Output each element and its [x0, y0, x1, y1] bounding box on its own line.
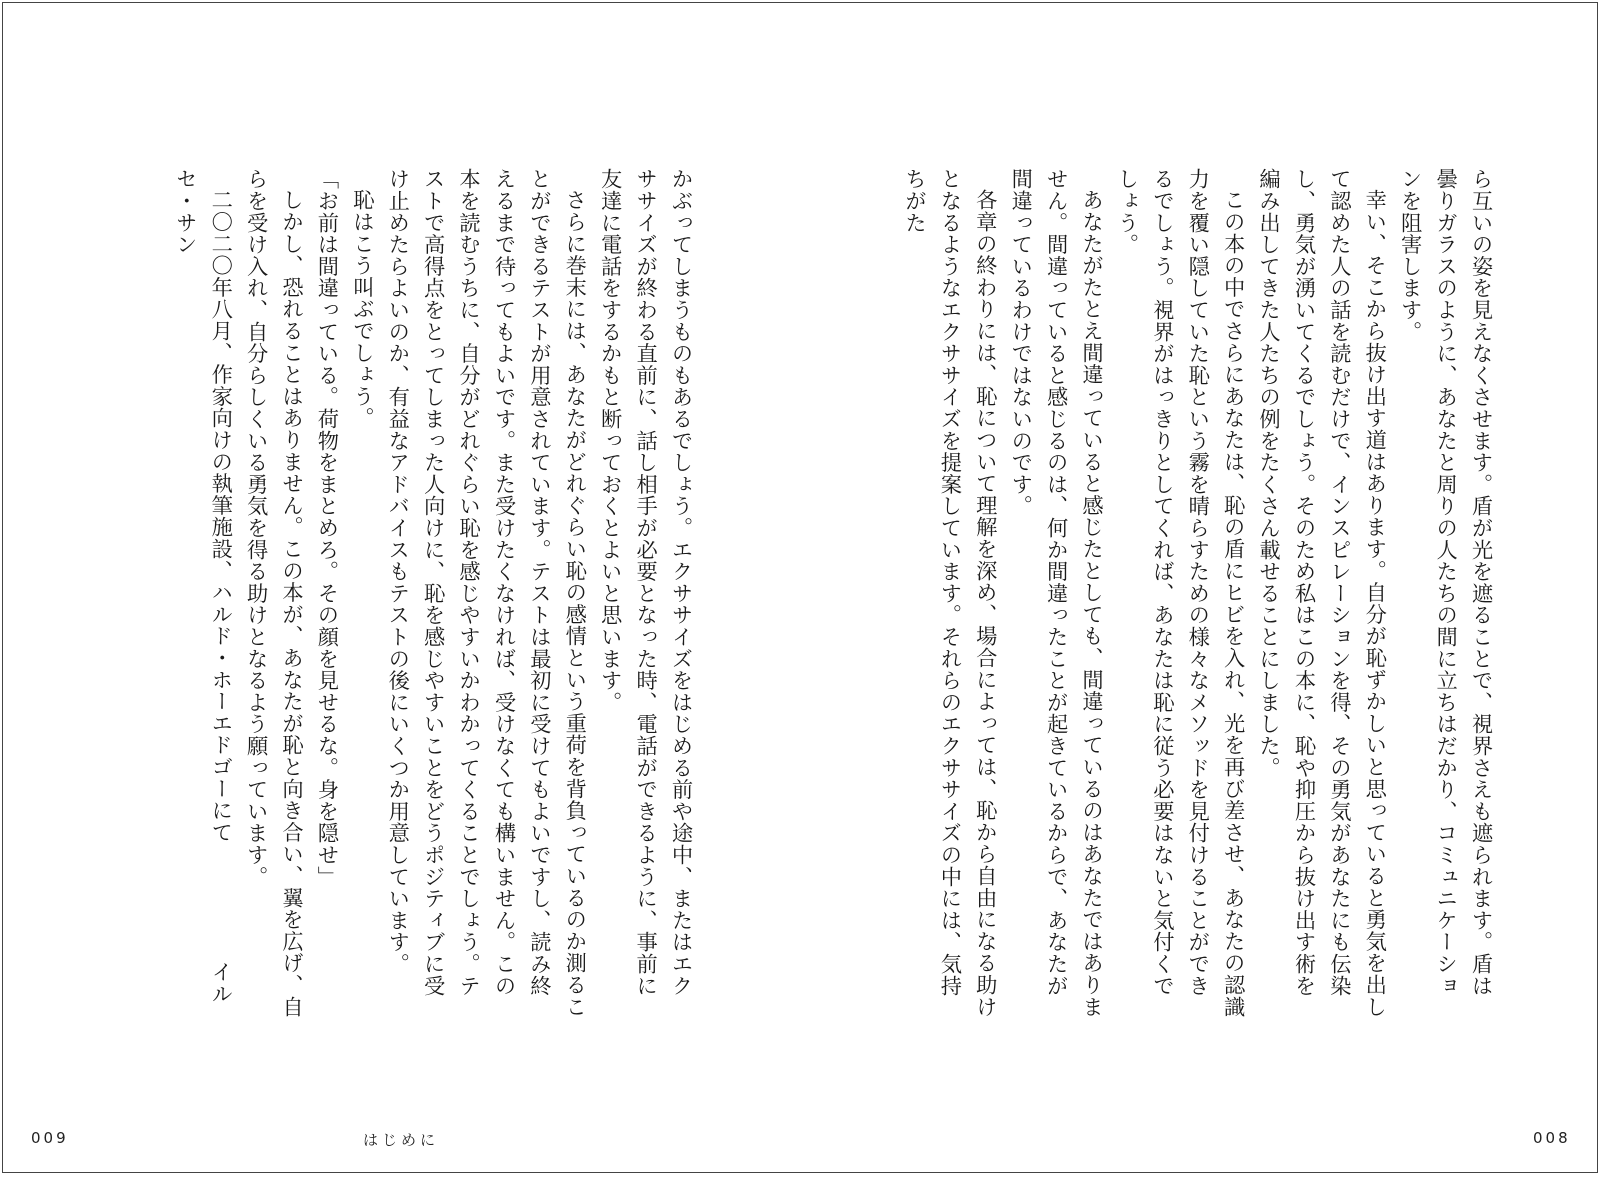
paragraph: かぶってしまうものもあるでしょう。エクササイズをはじめる前や途中、またはエクササイズが終わる直前に、話し相手が必要となった時、電話ができるように、事前に友達に電話をするかもと断っておくとよいと思います。	[597, 168, 693, 997]
date-line: 二〇二〇年八月、作家向けの執筆施設、ハルド・ホーエドゴーにて	[207, 189, 233, 844]
paragraph: あなたがたとえ間違っていると感じたとしても、間違っているのはあなたではありません。間違っていると感じるのは、何か間違ったことが起きているからで、あなたが間違っているわけではないのです。	[1007, 168, 1104, 1018]
paragraph: ら互いの姿を見えなくさせます。盾が光を遮ることで、視界さえも遮られます。盾は曇りガラスのように、あなたと周りの人たちの間に立ちはだかり、コミュニケーションを阻害します。	[1397, 168, 1493, 997]
paragraph: 恥はこう叫ぶでしょう。	[349, 189, 375, 430]
author-signature: イルセ・サン	[172, 168, 233, 1005]
page-number-left: 009	[31, 1129, 69, 1147]
running-head: はじめに	[363, 1131, 440, 1149]
date-signature-line	[167, 168, 238, 1018]
page-number-right: 008	[1533, 1129, 1571, 1147]
paragraph: この本の中でさらにあなたは、恥の盾にヒビを入れ、光を再び差させ、あなたの認識力を覆い隠していた恥という霧を晴らすための様々なメソッドを見付けることができるでしょう。視界がはっきりとしてくれば、あなたは恥に従う必要はないと気付くでしょう。	[1113, 168, 1246, 1018]
left-page-text	[108, 168, 698, 1018]
book-spread	[2, 2, 1598, 1173]
paragraph: しかし、恐れることはありません。この本が、あなたが恥と向き合い、翼を広げ、自らを受け入れ、自分らしくいる勇気を得る助けとなるよう願っています。	[243, 168, 304, 1018]
paragraph: さらに巻末には、あなたがどれぐらい恥の感情という重荷を背負っているのか測ることができるテストが用意されています。テストは最初に受けてもよいですし、読み終えるまで待ってもよいです。また受けたくなければ、受けなくても構いません。この本を読むうちに、自分がどれぐらい恥を感じやすいかわかってくることでしょう。テストで高得点をとってしまった人向けに、恥を感じやすいことをどうポジティブに受け止めたらよいのか、有益なアドバイスもテストの後にいくつか用意しています。	[384, 168, 587, 1018]
quote: 「お前は間違っている。荷物をまとめろ。その顔を見せるな。身を隠せ」	[313, 168, 339, 888]
right-page-text	[901, 168, 1498, 1018]
paragraph: 各章の終わりには、恥について理解を深め、場合によっては、恥から自由になる助けとなるようなエクササイズを提案しています。それらのエクササイズの中には、気持ちがた	[901, 168, 998, 1018]
paragraph: 幸い、そこから抜け出す道はあります。自分が恥ずかしいと思っていると勇気を出して認めた人の話を読むだけで、インスピレーションを得、その勇気があなたにも伝染し、勇気が湧いてくるでしょう。そのため私はこの本に、恥や抑圧から抜け出す術を編み出してきた人たちの例をたくさん載せることにしました。	[1255, 168, 1387, 1018]
